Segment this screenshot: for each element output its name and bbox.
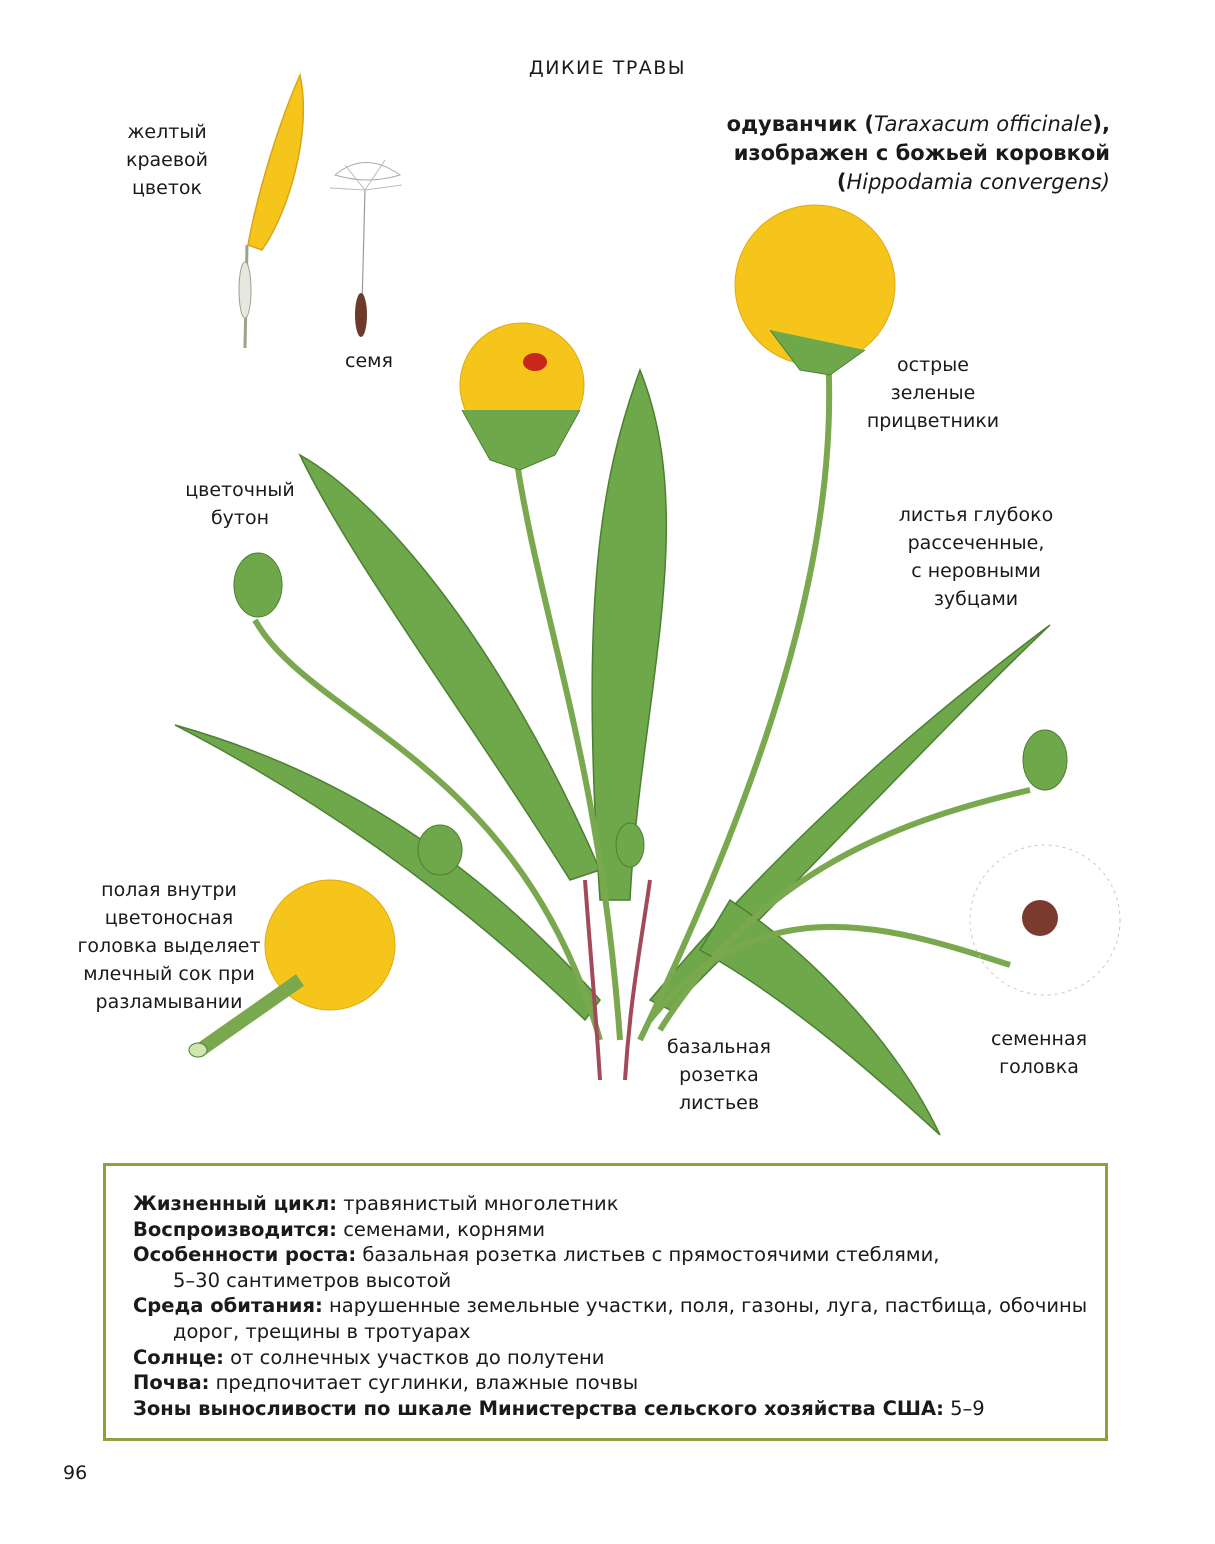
info-soil: Почва: предпочитает суглинки, влажные почвы — [133, 1371, 639, 1395]
title-ladybug-latin: Hippodamia convergens) — [846, 170, 1110, 194]
label-bracts: острые зеленые прицветники — [866, 354, 1000, 432]
title-paren: ( — [836, 170, 847, 194]
page-number: 96 — [63, 1462, 88, 1484]
info-reproduction: Воспроизводится: семенами, корнями — [133, 1217, 546, 1241]
info-box — [103, 1163, 1108, 1441]
title-punct: ), — [1092, 112, 1110, 136]
label-rosette: базальная розетка листьев — [667, 1036, 771, 1114]
info-habitat: Среда обитания: нарушенные земельные участки, поля, газоны, луга, пастбища, обочины — [133, 1294, 1088, 1318]
label-seed: семя — [345, 350, 393, 372]
info-habitat-cont: дорог, трещины в тротуарах — [173, 1319, 471, 1343]
info-life-cycle: Жизненный цикл: травянистый многолетник — [133, 1192, 619, 1215]
title-line-2: изображен с божьей коровкой — [733, 141, 1110, 165]
info-growth: Особенности роста: базальная розетка листьев с прямостоячими стеблями, — [133, 1243, 940, 1267]
label-leaves: листья глубоко рассеченные, с неровными зубцами — [898, 504, 1054, 610]
label-bud: цветочный бутон — [185, 479, 295, 529]
label-ray-flower: желтый краевой цветок — [125, 121, 209, 199]
label-seed-head: семенная головка — [990, 1028, 1088, 1078]
title-latin-name: Taraxacum officinale — [873, 112, 1093, 136]
ladybug-drawing — [523, 353, 547, 371]
label-hollow-stem: полая внутри цветоносная головка выделяет млечный сок при разламывании — [77, 879, 261, 1013]
info-sun: Солнце: от солнечных участков до полутени — [133, 1345, 605, 1369]
seed-drawing — [330, 160, 402, 337]
section-header: ДИКИЕ ТРАВЫ — [528, 57, 687, 79]
bud-drawing — [234, 553, 282, 617]
info-zones: Зоны выносливости по шкале Министерства сельского хозяйства США: 5–9 — [133, 1396, 985, 1420]
seed-head-drawing — [970, 845, 1120, 995]
title-common-name: одуванчик ( — [726, 112, 874, 136]
ray-flower-drawing — [239, 75, 303, 348]
info-growth-cont: 5–30 сантиметров высотой — [173, 1268, 452, 1292]
